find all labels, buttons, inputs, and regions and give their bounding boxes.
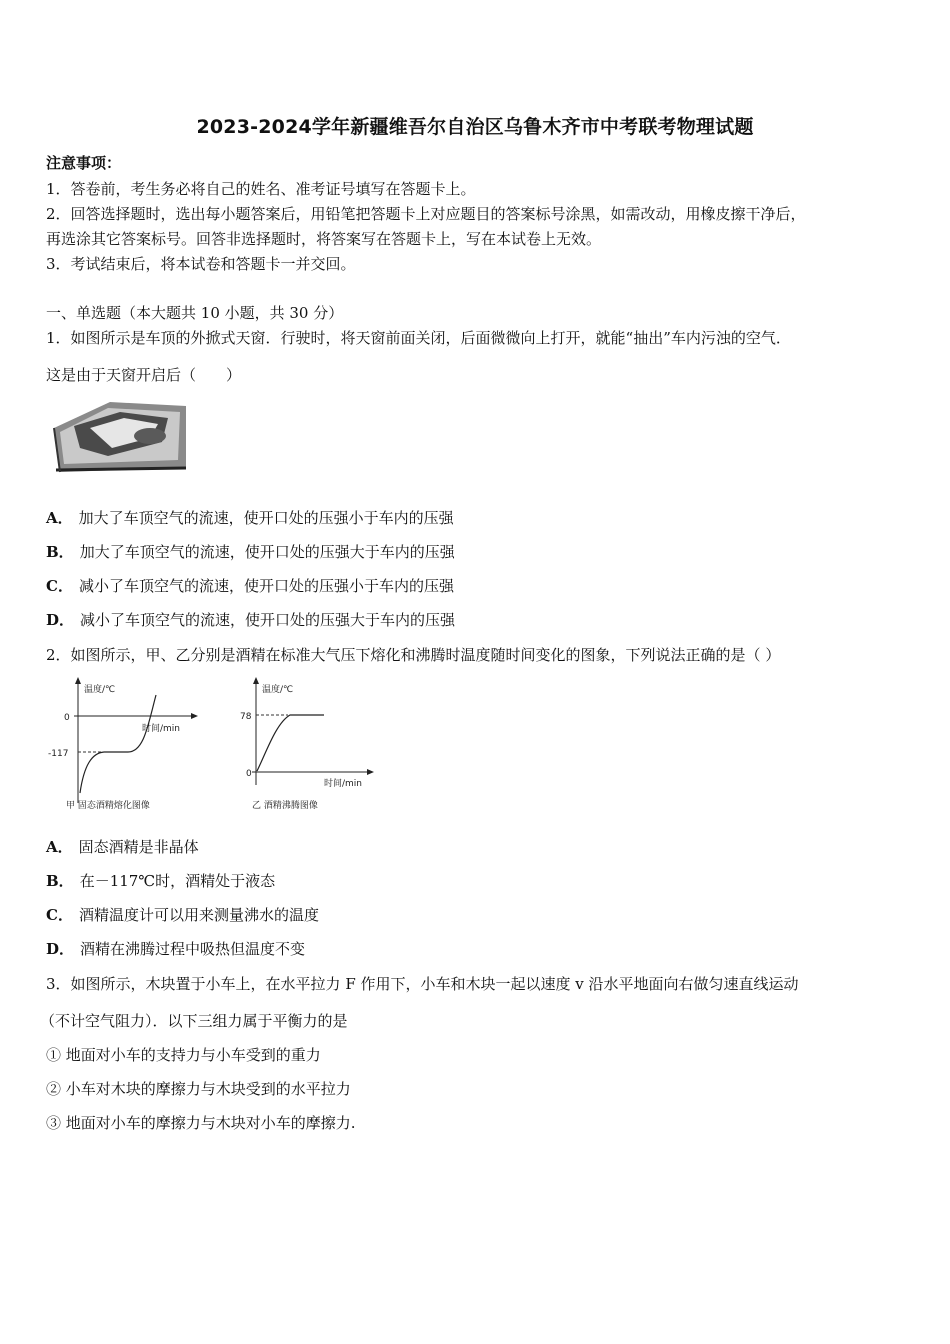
q1-stem-line2: 这是由于天窗开启后（ ）: [46, 366, 242, 384]
option-text: 加大了车顶空气的流速，使开口处的压强小于车内的压强: [78, 509, 454, 527]
option-key: A．: [46, 838, 73, 856]
melting-curve: [80, 695, 156, 793]
option-text: 酒精温度计可以用来测量沸水的温度: [78, 906, 319, 924]
option-key: A．: [46, 509, 73, 527]
option-key: C．: [46, 906, 73, 924]
melting-graph: [44, 675, 204, 815]
option-key: B．: [46, 872, 74, 890]
sunroof-figure: [50, 398, 190, 476]
section-heading: 一、单选题（本大题共 10 小题，共 30 分）: [46, 304, 344, 322]
option-key: C．: [46, 577, 73, 595]
option-text: 酒精在沸腾过程中吸热但温度不变: [80, 940, 306, 958]
q3-item-2: ② 小车对木块的摩擦力与木块受到的水平拉力: [46, 1080, 351, 1098]
option-text: 固态酒精是非晶体: [78, 838, 199, 856]
q1-stem-line1: 1．如图所示是车顶的外掀式天窗．行驶时，将天窗前面关闭，后面微微向上打开，就能“抽出”车内污浊的空气．: [46, 329, 791, 347]
q2-stem: 2．如图所示，甲、乙分别是酒精在标准大气压下熔化和沸腾时温度随时间变化的图象，下列说法正确的是（ ）: [46, 646, 781, 664]
melting-tick-zero: 0: [64, 713, 70, 723]
melting-tick-117: -117: [48, 749, 69, 759]
option-key: D．: [46, 611, 75, 629]
option-text: 减小了车顶空气的流速，使开口处的压强大于车内的压强: [80, 611, 456, 629]
melting-caption: 甲 固态酒精熔化图像: [66, 801, 150, 811]
notice-heading: 注意事项：: [46, 154, 122, 172]
boiling-xlabel: 时间/min: [324, 779, 363, 789]
q3-stem-line1: 3．如图所示，木块置于小车上，在水平拉力 F 作用下，小车和木块一起以速度 v 沿水平地面向右做匀速直线运动: [46, 975, 799, 993]
boiling-curve: [257, 715, 324, 771]
notice-item-3: 3．考试结束后，将本试卷和答题卡一并交回。: [46, 255, 356, 273]
q1-option-b[interactable]: [46, 541, 455, 562]
notice-item-2-cont: 再选涂其它答案标号。回答非选择题时，将答案写在答题卡上，写在本试卷上无效。: [46, 230, 602, 248]
option-key: D．: [46, 940, 75, 958]
q3-item-3: ③ 地面对小车的摩擦力与木块对小车的摩擦力.: [46, 1114, 356, 1132]
boiling-graph: [232, 675, 382, 815]
option-key: B．: [46, 543, 74, 561]
q2-option-c[interactable]: [46, 904, 319, 925]
option-text: 在－117℃时，酒精处于液态: [79, 872, 276, 890]
q1-option-c[interactable]: [46, 575, 454, 596]
boiling-tick-zero: 0: [246, 769, 252, 779]
melting-xlabel: 时间/min: [142, 724, 181, 734]
q1-option-a[interactable]: [46, 507, 454, 528]
boiling-ylabel: 温度/℃: [262, 685, 294, 695]
option-text: 减小了车顶空气的流速，使开口处的压强小于车内的压强: [78, 577, 454, 595]
boiling-caption: 乙 酒精沸腾图像: [252, 801, 318, 811]
q2-option-a[interactable]: [46, 836, 199, 857]
notice-item-1: 1．答卷前，考生务必将自己的姓名、准考证号填写在答题卡上。: [46, 180, 476, 198]
notice-item-2: 2．回答选择题时，选出每小题答案后，用铅笔把答题卡上对应题目的答案标号涂黑，如需改动，用橡皮擦干净后，: [46, 205, 806, 223]
q2-option-d[interactable]: [46, 938, 305, 959]
q3-item-1: ① 地面对小车的支持力与小车受到的重力: [46, 1046, 321, 1064]
melting-ylabel: 温度/℃: [84, 685, 116, 695]
boiling-tick-78: 78: [240, 712, 252, 722]
q2-option-b[interactable]: [46, 870, 275, 891]
page-title: 2023-2024学年新疆维吾尔自治区乌鲁木齐市中考联考物理试题: [196, 116, 754, 138]
option-text: 加大了车顶空气的流速，使开口处的压强大于车内的压强: [79, 543, 455, 561]
q3-stem-line2: （不计空气阻力）．以下三组力属于平衡力的是: [40, 1012, 348, 1030]
q1-option-d[interactable]: [46, 609, 455, 630]
